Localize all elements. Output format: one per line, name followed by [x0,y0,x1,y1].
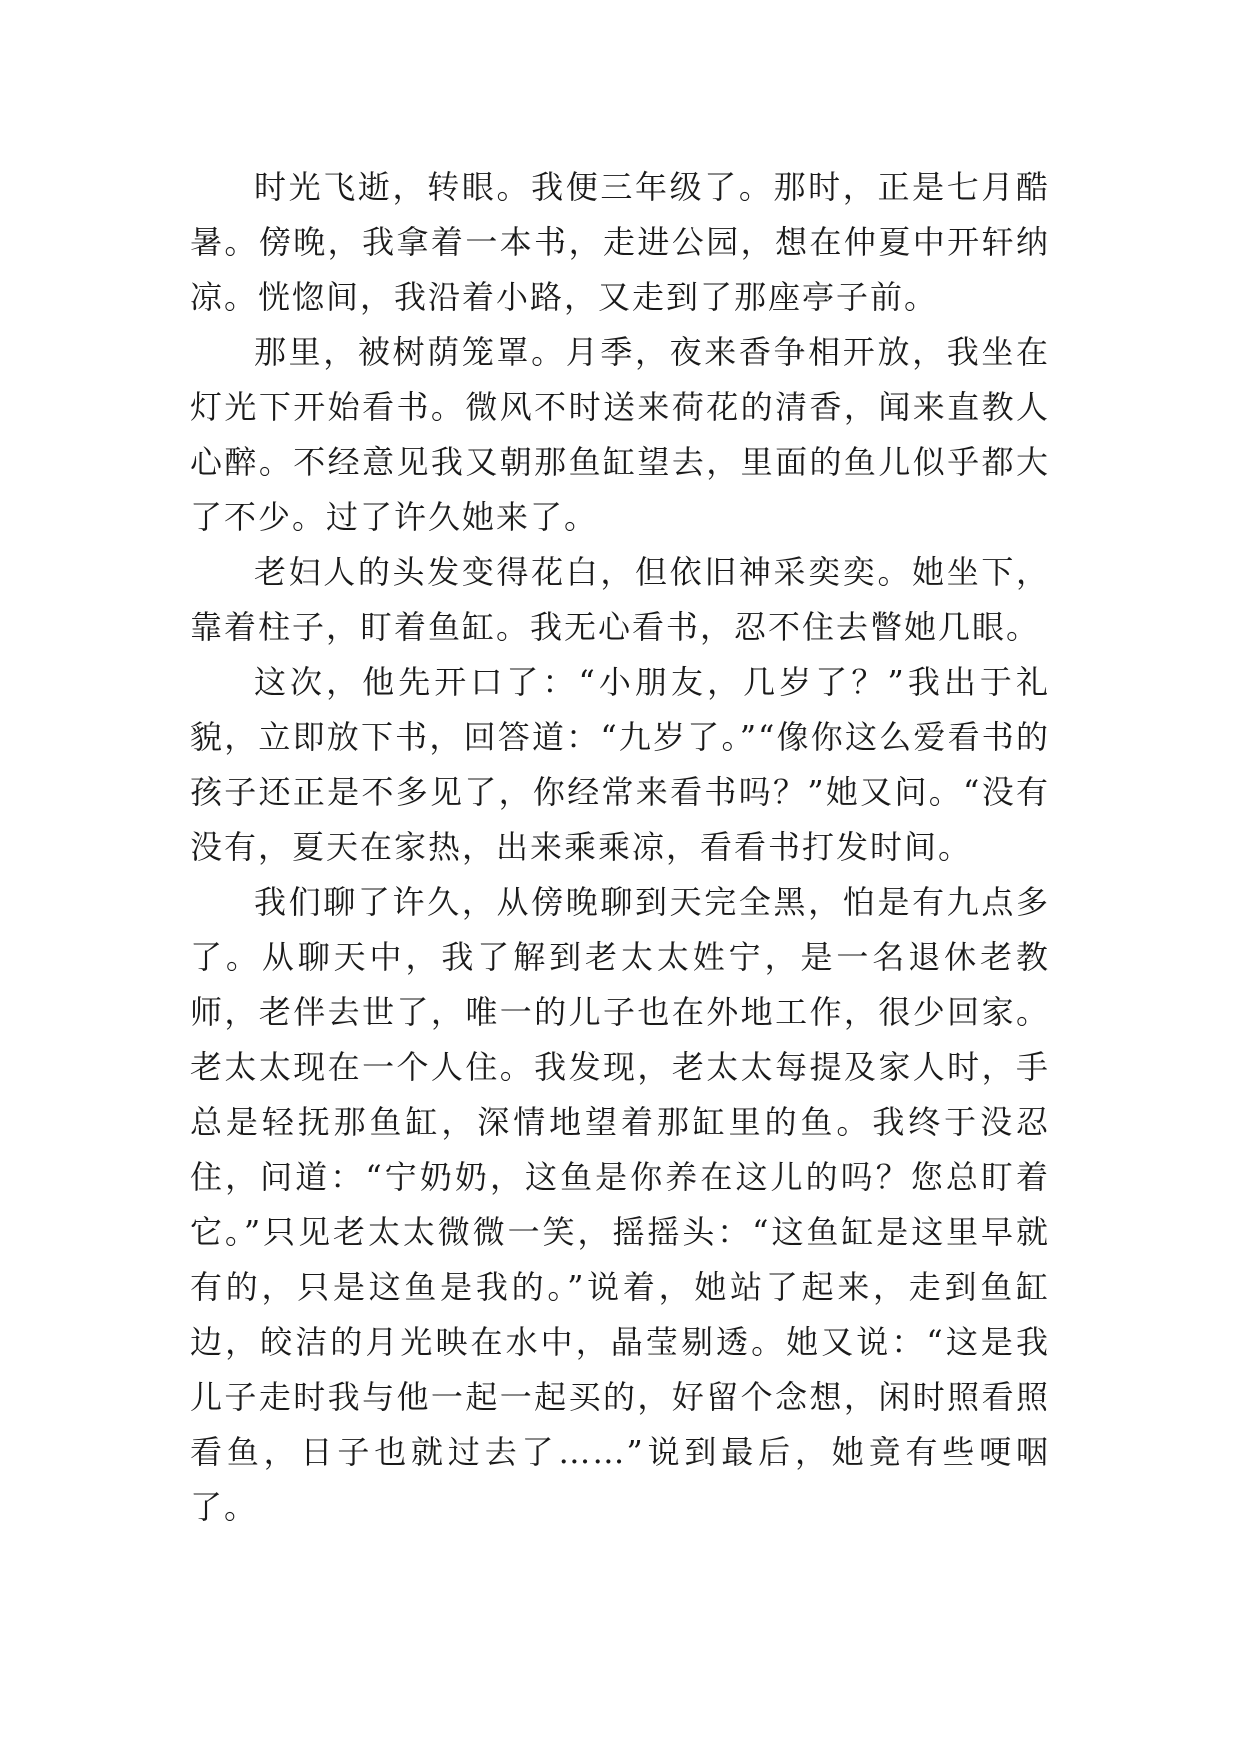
paragraph-4: 这次，他先开口了：“小朋友，几岁了？”我出于礼貌，立即放下书，回答道：“九岁了。”“像你这么爱看书的孩子还正是不多见了，你经常来看书吗？”她又问。“没有没有，夏天在家热，出来乘乘凉，看看书打发时间。 [190,663,1050,866]
paragraph-3: 老妇人的头发变得花白，但依旧神采奕奕。她坐下，靠着柱子，盯着鱼缸。我无心看书，忍不住去瞥她几眼。 [190,553,1050,646]
paragraph-5: 我们聊了许久，从傍晚聊到天完全黑，怕是有九点多了。从聊天中，我了解到老太太姓宁，是一名退休老教师，老伴去世了，唯一的儿子也在外地工作，很少回家。老太太现在一个人住。我发现，老太太每提及家人时，手总是轻抚那鱼缸，深情地望着那缸里的鱼。我终于没忍住，问道：“宁奶奶，这鱼是你养在这儿的吗？您总盯着它。”只见老太太微微一笑，摇摇头：“这鱼缸是这里早就有的，只是这鱼是我的。”说着，她站了起来，走到鱼缸边，皎洁的月光映在水中，晶莹剔透。她又说：“这是我儿子走时我与他一起一起买的，好留个念想，闲时照看照看鱼，日子也就过去了……”说到最后，她竟有些哽咽了。 [190,883,1050,1526]
paragraph-1: 时光飞逝，转眼。我便三年级了。那时，正是七月酷暑。傍晚，我拿着一本书，走进公园，想在仲夏中开轩纳凉。恍惚间，我沿着小路，又走到了那座亭子前。 [190,168,1050,316]
paragraph-2: 那里，被树荫笼罩。月季，夜来香争相开放，我坐在灯光下开始看书。微风不时送来荷花的清香，闻来直教人心醉。不经意见我又朝那鱼缸望去，里面的鱼儿似乎都大了不少。过了许久她来了。 [190,333,1050,536]
article-body [190,160,1050,1535]
